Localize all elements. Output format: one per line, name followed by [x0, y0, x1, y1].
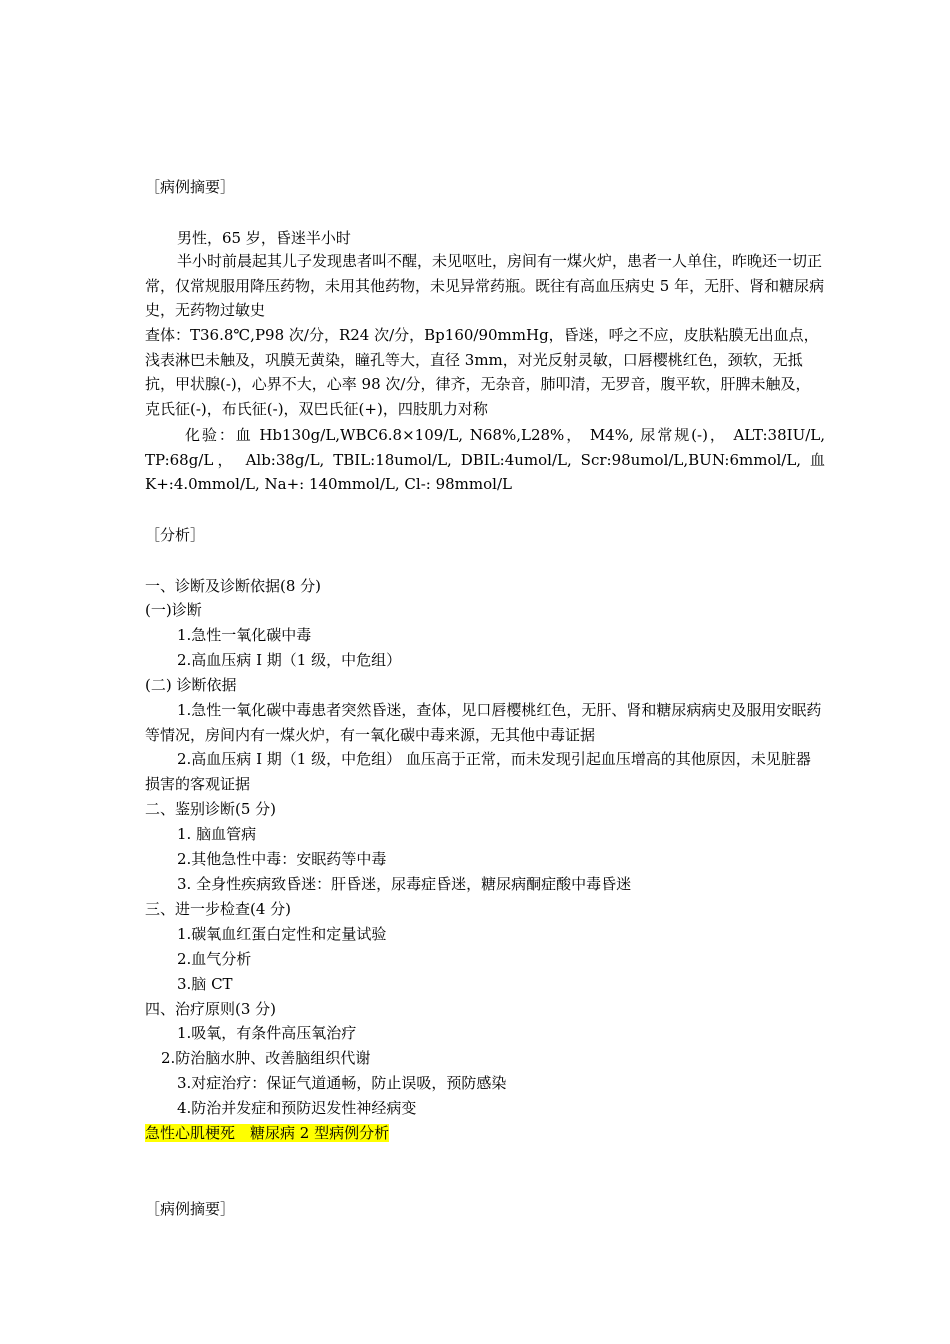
differential-item-2: 2.其他急性中毒：安眠药等中毒	[177, 850, 387, 868]
chief-complaint: 男性，65 岁，昏迷半小时	[177, 229, 351, 247]
section-treatment-title: 四、治疗原则(3 分)	[145, 1000, 277, 1018]
section-differential-title: 二、鉴别诊断(5 分)	[145, 800, 277, 818]
subsection-basis: (二) 诊断依据	[145, 676, 237, 694]
basis-item-2: 2.高血压病 I 期（1 级，中危组） 血压高于正常，而未发现引起血压增高的其他原因，未见脏器损害的客观证据	[145, 750, 811, 793]
next-case-title-text: 急性心肌梗死 糖尿病 2 型病例分析	[145, 1124, 390, 1142]
case-summary-heading: ［病例摘要］	[145, 178, 236, 196]
section-further-exam-title: 三、进一步检查(4 分)	[145, 900, 292, 918]
differential-item-1: 1. 脑血管病	[177, 825, 257, 843]
lab-results-paragraph: 化验：血 Hb130g/L,WBC6.8×109/L, N68%,L28%， M4%, 尿常规(-)， ALT:38IU/L, TP:68g/L， Alb:38g/L, TBIL:18umol/L, DBIL:4umol/L, Scr:98umol/L,BUN:6mmol/L, 血 K+:4.0mmol/L, Na+: 140mmol/L, Cl-: 98mmol/L	[145, 426, 825, 493]
diagnosis-item-2: 2.高血压病 I 期（1 级，中危组）	[177, 651, 402, 669]
history-paragraph: 半小时前晨起其儿子发现患者叫不醒，未见呕吐，房间有一煤火炉，患者一人单住，昨晚还一切正常，仅常规服用降压药物，未用其他药物，未见异常药瓶。既往有高血压病史 5 年，无肝、肾和糖尿病史，无药物过敏史	[145, 252, 825, 319]
diagnosis-item-1: 1.急性一氧化碳中毒	[177, 626, 312, 644]
section-diagnosis-title: 一、诊断及诊断依据(8 分)	[145, 577, 322, 595]
basis-item-1: 1.急性一氧化碳中毒患者突然昏迷，查体，见口唇樱桃红色，无肝、肾和糖尿病病史及服用安眠药等情况，房间内有一煤火炉，有一氧化碳中毒来源，无其他中毒证据	[145, 701, 822, 744]
further-exam-item-1: 1.碳氧血红蛋白定性和定量试验	[177, 925, 387, 943]
differential-item-3: 3. 全身性疾病致昏迷：肝昏迷，尿毒症昏迷，糖尿病酮症酸中毒昏迷	[177, 875, 632, 893]
next-case-title	[145, 1122, 389, 1144]
analysis-heading: ［分析］	[145, 526, 206, 544]
treatment-item-1: 1.吸氧，有条件高压氧治疗	[177, 1024, 357, 1042]
treatment-item-3: 3.对症治疗：保证气道通畅，防止误吸，预防感染	[177, 1074, 507, 1092]
treatment-item-4: 4.防治并发症和预防迟发性神经病变	[177, 1099, 417, 1117]
further-exam-item-3: 3.脑 CT	[177, 975, 233, 993]
case2-summary-heading: ［病例摘要］	[145, 1200, 236, 1218]
physical-exam-paragraph: 查体：T36.8℃,P98 次/分，R24 次/分，Bp160/90mmHg，昏迷，呼之不应，皮肤粘膜无出血点，浅表淋巴未触及，巩膜无黄染，瞳孔等大，直径 3mm，对光反射灵敏，口唇樱桃红色，颈软，无抵抗，甲状腺(-)，心界不大，心率 98 次/分，律齐，无杂音，肺叩清，无罗音，腹平软，肝脾未触及，克氏征(-)，布氏征(-)，双巴氏征(+)，四肢肌力对称	[145, 326, 819, 418]
further-exam-item-2: 2.血气分析	[177, 950, 252, 968]
subsection-diagnosis: (一)诊断	[145, 601, 202, 619]
treatment-item-2: 2.防治脑水肿、改善脑组织代谢	[161, 1049, 371, 1067]
